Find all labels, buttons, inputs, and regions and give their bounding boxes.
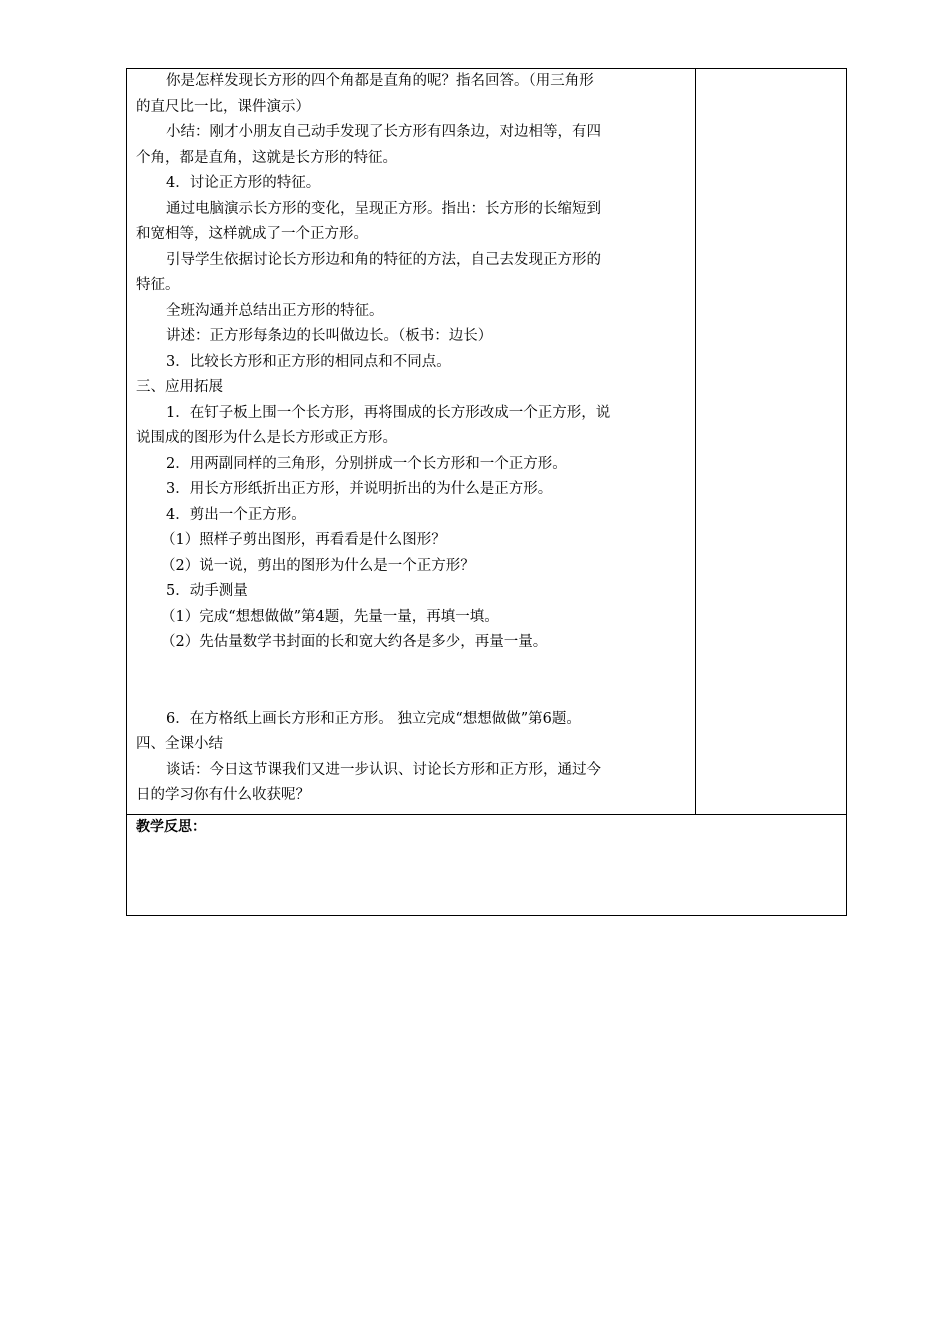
content-line: 三、应用拓展 bbox=[136, 379, 223, 395]
content-line: 通过电脑演示长方形的变化，呈现正方形。指出：长方形的长缩短到 bbox=[166, 200, 601, 217]
notes-cell bbox=[696, 69, 846, 814]
content-line: （1）照样子剪出图形，再看看是什么图形？ bbox=[161, 532, 446, 548]
content-line: （1）完成“想想做做”第4题，先量一量，再填一填。 bbox=[161, 608, 499, 625]
content-line: 4．剪出一个正方形。 bbox=[166, 506, 306, 523]
content-line: 四、全课小结 bbox=[136, 736, 223, 752]
content-line: 3．比较长方形和正方形的相同点和不同点。 bbox=[166, 353, 451, 370]
content-line: 的直尺比一比，课件演示） bbox=[136, 98, 310, 115]
content-line: 4．讨论正方形的特征。 bbox=[166, 175, 321, 191]
content-line: 讲述：正方形每条边的长叫做边长。（板书：边长） bbox=[166, 328, 493, 344]
content-line: 和宽相等，这样就成了一个正方形。 bbox=[136, 226, 368, 242]
reflection-row bbox=[127, 815, 846, 915]
content-line: 全班沟通并总结出正方形的特征。 bbox=[166, 302, 384, 319]
content-line: 3．用长方形纸折出正方形，并说明折出的为什么是正方形。 bbox=[166, 481, 553, 497]
content-line: （2）说一说，剪出的图形为什么是一个正方形？ bbox=[161, 557, 475, 574]
content-line: 说围成的图形为什么是长方形或正方形。 bbox=[136, 430, 397, 446]
lesson-content-row bbox=[127, 69, 846, 815]
content-line: 日的学习你有什么收获呢？ bbox=[136, 787, 310, 803]
content-line: 特征。 bbox=[136, 277, 180, 293]
content-line: 谈话：今日这节课我们又进一步认识、讨论长方形和正方形，通过今 bbox=[166, 761, 601, 778]
content-line: 你是怎样发现长方形的四个角都是直角的呢？指名回答。（用三角形 bbox=[166, 73, 594, 89]
content-line: 1．在钉子板上围一个长方形，再将围成的长方形改成一个正方形，说 bbox=[166, 404, 611, 421]
reflection-label: 教学反思： bbox=[136, 819, 206, 835]
content-line: 6．在方格纸上画长方形和正方形。 独立完成“想想做做”第6题。 bbox=[166, 710, 581, 727]
content-line: 个角，都是直角，这就是长方形的特征。 bbox=[136, 149, 397, 166]
blank-space bbox=[136, 656, 685, 707]
lesson-content-cell bbox=[127, 69, 696, 814]
content-line: 小结：刚才小朋友自己动手发现了长方形有四条边，对边相等，有四 bbox=[166, 124, 601, 140]
content-line: 2．用两副同样的三角形，分别拼成一个长方形和一个正方形。 bbox=[166, 455, 567, 472]
content-line: （2）先估量数学书封面的长和宽大约各是多少，再量一量。 bbox=[161, 634, 548, 650]
lesson-plan-table bbox=[126, 68, 847, 916]
content-line: 5．动手测量 bbox=[166, 583, 248, 599]
content-line: 引导学生依据讨论长方形边和角的特征的方法，自己去发现正方形的 bbox=[166, 251, 601, 268]
